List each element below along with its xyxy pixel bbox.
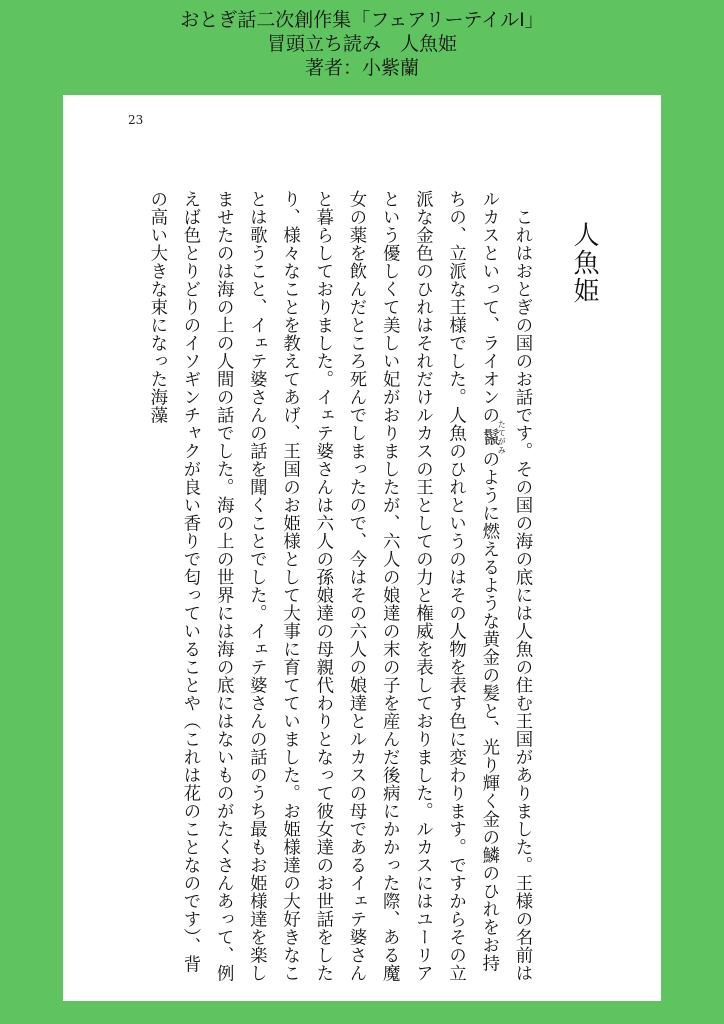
body-text-part-1: これはおとぎの国のお話です。その国の海の底には人魚の住む王国がありました。王様の名前はルカスといって、ライオンの [478, 190, 532, 982]
body-text-part-2: のように燃えるような黄金の髪と、光り輝く金の鱗のひれをお持ちの、立派な王様でした。人魚のひれというのはその人物を表す色に変わります。ですからその立派な金色のひれはそれだけルカスの王としての力と権威を表しておりました。ルカスにはユーリアという優しくて美しい妃がおりましたが、六人の娘達の末の子を産んだ後病にかかった際、ある魔女の薬を飲んだところ死んでしまったので、今はその六人の娘達とルカスの母であるイェテ婆さんと暮らしておりました。イェテ婆さんは六人の孫娘達の母親代わりとなって彼女達のお世話をしたり、様々なことを教えてあげ、王国のお姫様として大事に育てていました。お姫様達の大好きなことは歌うこと、イェテ婆さんの話を聞くことでした。イェテ婆さんの話のうち最もお姫様達を楽しませたのは海の上の人間の話でした。海の上の世界には海の底にはないものがたくさんあって、例えば色とりどりのイソギンチャクが良い香りで匂っていることや（これは花のことなのです）、背の高い大きな束になった海藻 [146, 190, 499, 982]
book-title: おとぎ話二次創作集「フェアリーテイルI」 [180, 9, 544, 31]
book-page [63, 95, 661, 1001]
author-line: 著者：小紫蘭 [304, 57, 419, 79]
page-number: 23 [128, 113, 144, 127]
ruby-base: 鬣 [478, 420, 499, 455]
ruby-annotation [478, 420, 507, 455]
header [0, 8, 724, 80]
story-title: 人魚姫 [569, 221, 599, 305]
body-text [118, 190, 538, 990]
preview-subtitle: 冒頭立ち読み 人魚姫 [266, 33, 457, 55]
ruby-reading: たてがみ [497, 420, 507, 455]
